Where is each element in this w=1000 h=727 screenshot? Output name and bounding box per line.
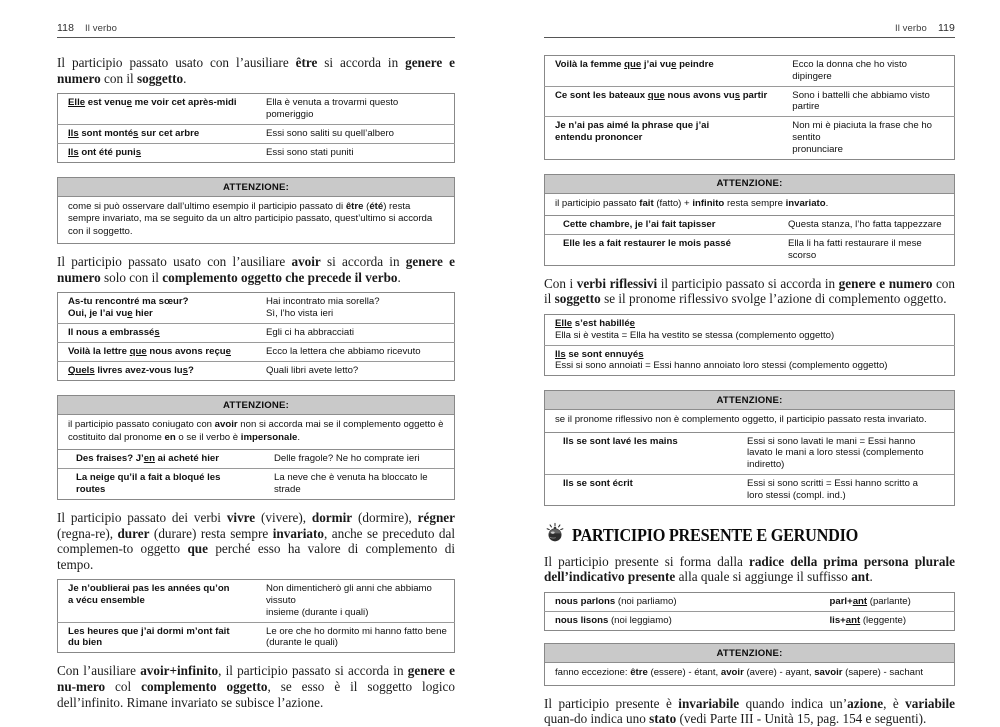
- cell-italian: Non dimenticherò gli anni che abbiamo vissuto insieme (durante i quali): [266, 583, 432, 618]
- cell-french: Voilà la lettre que nous avons reçue: [58, 343, 257, 362]
- table-row: [545, 592, 955, 611]
- cell-example: Ils se sont ennuyés Essi si sono annoiati = Essi hanno annoiato loro stessi (complemento oggetto): [545, 345, 955, 376]
- table-avoir-exceptions: [58, 449, 454, 499]
- page-number-right: 119: [937, 22, 955, 34]
- table-row: [58, 293, 455, 324]
- cell-italian: Non mi è piaciuta la frase che ho sentito pronunciare: [782, 117, 954, 159]
- table-row: [58, 622, 455, 653]
- table-row: [58, 143, 455, 162]
- cell-italian: Ella li ha fatti restaurare il mese scorso: [770, 235, 954, 265]
- attenzione-heading: ATTENZIONE:: [58, 178, 454, 197]
- cell-french: Elle les a fait restaurer le mois passé: [545, 235, 770, 265]
- cell-french: nous parlons (noi parliamo): [555, 595, 677, 607]
- attenzione-body: il participio passato fait (fatto) + infinito resta sempre invariato.: [555, 197, 829, 209]
- cell-french: Elle est venue me voir cet après-midi: [68, 97, 237, 109]
- section-heading-participio-presente: [544, 522, 955, 545]
- table-row: [545, 612, 955, 631]
- text-run: Il participio passato usato con l’ausiliare: [57, 55, 296, 70]
- attenzione-body: se il pronome riflessivo non è complemento oggetto, il participio passato resta invariato.: [555, 414, 927, 426]
- cell-french: nous lisons (noi leggiamo): [545, 612, 750, 631]
- cell-italian: Quali libri avete letto?: [256, 362, 455, 381]
- attenzione-body: il participio passato coniugato con avoir non si accorda mai se il complemento oggetto è costituito dal pronome en o se il verbo è impersonale.: [68, 419, 444, 443]
- paragraph-vivre: Il participio passato dei verbi vivre (vivere), dormir (dormire), régner (regna-re), durer (durare) resta sempre invariato, anche se preceduto dal complemen-to oggetto que perché esso ha valore di complemento di tempo.: [57, 510, 456, 572]
- attenzione-box-riflessivi: [544, 390, 955, 505]
- attenzione-heading: ATTENZIONE:: [545, 391, 954, 410]
- paragraph-finale: Il participio presente è invariabile quando indica un’azione, è variabile quan-do indica uno stato (vedi Parte III - Unità 15, pag. 154 e seguenti).: [544, 695, 955, 727]
- table-row: [545, 216, 954, 235]
- table-row: [545, 475, 954, 505]
- paragraph-participio-presente: Il participio presente si forma dalla radice della prima persona plurale dell’indicativo presente alla quale si aggiunge il suffisso ant.: [544, 553, 956, 585]
- table-row: [58, 580, 455, 622]
- table-avoir: [57, 292, 455, 381]
- cell-french: Ils se sont lavé les mains: [563, 435, 678, 447]
- cell-french: La neige qu’il a fait a bloqué les routes: [58, 469, 256, 499]
- text-bold: genere e numero: [57, 55, 455, 86]
- table-row: [58, 94, 455, 125]
- table-row: [58, 362, 455, 381]
- page-number-left: 118: [57, 22, 75, 34]
- table-row: [545, 315, 955, 346]
- cell-italian: Ella è venuta a trovarmi questo pomeriggio: [266, 97, 399, 120]
- paragraph-etre: [57, 55, 455, 86]
- cell-example: Elle s’est habillée Ella si è vestita = Ella ha vestito se stessa (complemento oggetto): [555, 318, 835, 341]
- cell-italian: Le ore che ho dormito mi hanno fatto bene (durante le quali): [256, 622, 455, 653]
- cell-italian: Ecco la donna che ho visto dipingere: [792, 59, 907, 82]
- paragraph-avoir-infinito: Con l’ausiliare avoir+infinito, il participio passato si accorda in genere e nu-mero col complemento oggetto, se esso è il soggetto logico dell’infinito. Rimane invariato se subisce l’azione.: [57, 663, 455, 710]
- globe-bomb-icon: [544, 522, 566, 544]
- table-row: [545, 117, 955, 159]
- cell-italian: Delle fragole? Ne ho comprate ieri: [274, 453, 420, 465]
- text-run: si accorda in: [317, 55, 406, 70]
- running-head-left: [57, 22, 455, 38]
- table-etre: [57, 93, 455, 163]
- table-row: [58, 343, 455, 362]
- page-right: [500, 0, 1000, 727]
- table-row: [545, 56, 955, 87]
- page-left: [0, 0, 500, 710]
- table-avoir-infinito: [544, 55, 955, 160]
- cell-french: As-tu rencontré ma sœur? Oui, je l’ai vue hier: [68, 296, 189, 320]
- table-riflessivi-exceptions: [545, 432, 954, 505]
- cell-participle: parl+ant (parlante): [829, 595, 911, 607]
- table-vivre: [57, 579, 455, 653]
- attenzione-box-etre: [57, 177, 455, 244]
- attenzione-heading: ATTENZIONE:: [545, 644, 954, 663]
- cell-french: Je n’ai pas aimé la phrase que j’ai entendu prononcer: [545, 117, 783, 159]
- cell-italian: La neve che è venuta ha bloccato le strade: [256, 469, 454, 499]
- table-riflessivi: [544, 314, 955, 376]
- running-title-left: Il verbo: [85, 23, 118, 34]
- section-title: PARTICIPIO PRESENTE E GERUNDIO: [572, 525, 859, 546]
- cell-french: Quels livres avez-vous lus?: [58, 362, 257, 381]
- attenzione-body: come si può osservare dall’ultimo esempio il participio passato di être (été) resta sempre invariato, ma se seguito da un altro participio passato, quest’ultimo si accorda con il soggetto.: [68, 201, 433, 237]
- text-run: .: [183, 70, 187, 86]
- cell-french: Ce sont les bateaux que nous avons vus partir: [545, 86, 783, 117]
- cell-italian: Essi sono saliti su quell’albero: [256, 124, 455, 143]
- attenzione-body: fanno eccezione: être (essere) - étant, avoir (avere) - ayant, savoir (sapere) - sachant: [555, 667, 924, 679]
- running-head-right: [544, 22, 955, 38]
- cell-french: Il nous a embrassés: [58, 324, 257, 343]
- cell-french: Cette chambre, je l’ai fait tapisser: [563, 219, 716, 231]
- cell-french: Ils se sont écrit: [545, 475, 729, 505]
- cell-french: Les heures que j’ai dormi m’ont fait du bien: [58, 622, 257, 653]
- cell-french: Des fraises? J’en ai acheté hier: [76, 453, 219, 465]
- text-bold: soggetto: [136, 70, 184, 86]
- cell-french: Je n’oublierai pas les années qu’on a vécu ensemble: [68, 583, 230, 606]
- cell-italian: Hai incontrato mia sorella? Sì, l’ho vista ieri: [266, 296, 380, 320]
- paragraph-avoir: Il participio passato usato con l’ausiliare avoir si accorda in genere e numero solo con il complemento oggetto che precede il verbo.: [57, 254, 455, 285]
- cell-french: Ils sont montés sur cet arbre: [58, 124, 257, 143]
- paragraph-riflessivi: Con i verbi riflessivi il participio passato si accorda in genere e numero con il soggetto se il pronome riflessivo svolge l’azione di complemento oggetto.: [544, 275, 955, 307]
- table-row: [58, 469, 454, 499]
- cell-participle: lis+ant (leggente): [750, 612, 955, 631]
- attenzione-box-presente: [544, 643, 955, 685]
- table-row: [58, 124, 455, 143]
- cell-italian: Questa stanza, l’ho fatta tappezzare: [787, 219, 942, 231]
- text-bold: être: [295, 55, 318, 70]
- table-row: [58, 450, 454, 469]
- attenzione-box-avoir: [57, 395, 455, 500]
- attenzione-box-fait: [544, 174, 955, 266]
- attenzione-heading: ATTENZIONE:: [58, 396, 454, 415]
- table-participio-presente: [544, 592, 955, 631]
- table-row: [545, 345, 955, 376]
- cell-french: Voilà la femme que j’ai vue peindre: [555, 59, 714, 70]
- table-row: [545, 235, 954, 265]
- table-row: [545, 432, 954, 474]
- attenzione-heading: ATTENZIONE:: [545, 175, 954, 194]
- cell-italian: Egli ci ha abbracciati: [256, 324, 455, 343]
- table-row: [545, 86, 955, 117]
- cell-italian: Sono i battelli che abbiamo visto partire: [782, 86, 954, 117]
- table-row: [58, 324, 455, 343]
- table-fait-examples: [545, 215, 954, 265]
- running-title-right: Il verbo: [894, 23, 927, 34]
- cell-italian: Ecco la lettera che abbiamo ricevuto: [256, 343, 455, 362]
- cell-french: Ils ont été punis: [58, 143, 257, 162]
- cell-italian: Essi sono stati puniti: [256, 143, 455, 162]
- text-run: con il: [100, 70, 137, 86]
- cell-italian: Essi si sono scritti = Essi hanno scritto a loro stessi (compl. ind.): [729, 475, 954, 505]
- cell-italian: Essi si sono lavati le mani = Essi hanno lavato le mani a loro stessi (complemento indiretto): [747, 435, 924, 470]
